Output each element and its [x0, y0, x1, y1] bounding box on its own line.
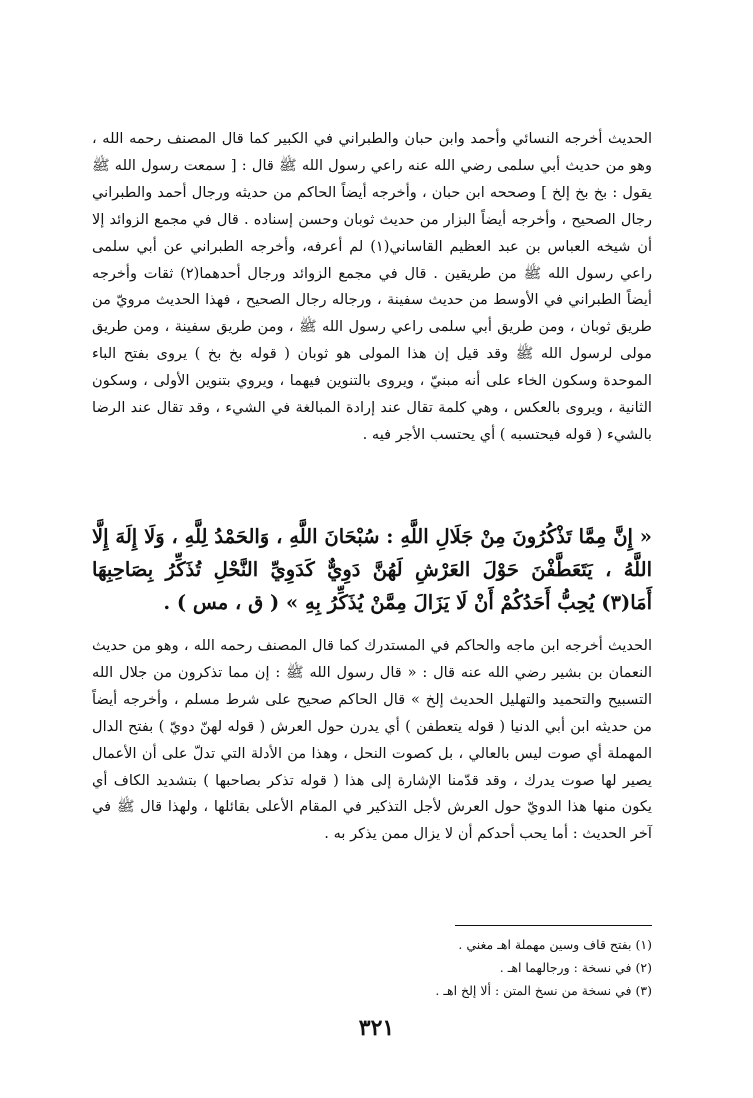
commentary-paragraph-1 — [92, 126, 652, 449]
paragraph-text: الحديث أخرجه النسائي وأحمد وابن حبان والطبراني في الكبير كما قال المصنف رحمه الله ، وهو من حديث أبي سلمى رضي الله عنه راعي رسول الله ﷺ قال : [ سمعت رسول الله ﷺ يقول : بخ بخ إلخ ] وصححه ابن حبان ، وأخرجه أيضاً الحاكم من حديثه ورجال أحمد والطبراني رجال الصحيح ، وأخرجه أيضاً البزار من حديث ثوبان وحسن إسناده . قال في مجمع الزوائد إلا أن شيخه العباس بن عبد العظيم القاساني(١) لم أعرفه، وأخرجه الطبراني عن أبي سلمى راعي رسول الله ﷺ من طريقين . قال في مجمع الزوائد ورجال أحدهما(٢) ثقات وأخرجه أيضاً الطبراني في الأوسط من حديث سفينة ، ورجاله رجال الصحيح ، فهذا الحديث مرويّ من طريق ثوبان ، ومن طريق أبي سلمى راعي رسول الله ﷺ ، ومن طريق سفينة ، ومن طريق مولى لرسول الله ﷺ وقد قيل إن هذا المولى هو ثوبان ( قوله بخ بخ ) يروى بفتح الباء الموحدة وسكون الخاء على أنه مبنيّ ، ويروى بالتنوين فيهما ، ويروي بتنوين الأولى ، وسكون الثانية ، ويروى بالعكس ، وهي كلمة تقال عند إرادة المبالغة في الشيء ، وقد تقال عند الرضا بالشيء ( قوله فيحتسبه ) أي يحتسب الأجر فيه . — [92, 130, 653, 443]
commentary-paragraph-2 — [92, 633, 652, 848]
footnote-divider — [455, 925, 652, 926]
hadith-text-block — [92, 520, 652, 619]
page-number: ٣٢١ — [358, 1015, 395, 1041]
footnote-3: (٣) في نسخة من نسخ المتن : ألا إلخ اهـ . — [435, 983, 652, 998]
footnote-1: (١) بفتح قاف وسين مهملة اهـ مغني . — [458, 937, 652, 952]
footnote-2: (٢) في نسخة : ورجالهما اهـ . — [499, 960, 652, 975]
footnotes-list — [300, 933, 652, 1002]
hadith-text: « إِنَّ مِمَّا تَذْكُرُونَ مِنْ جَلَالِ اللَّهِ : سُبْحَانَ اللَّهِ ، وَالحَمْدُ لِلَّهِ ، وَلَا إِلَهَ إِلَّا اللَّهُ ، يَتَعَطَّفْنَ حَوْلَ العَرْشِ لَهُنَّ دَوِيٌّ كَدَوِيِّ النَّحْلِ تُذَكِّرُ بِصَاحِبِهَا أَمَا(٣) يُحِبُّ أَحَدُكُمْ أَنْ لَا يَزَالَ مِمَّنْ يُذَكِّرُ بِهِ » ( ق ، مس ) . — [92, 525, 652, 614]
paragraph-text: الحديث أخرجه ابن ماجه والحاكم في المستدرك كما قال المصنف رحمه الله ، وهو من حديث النعمان بن بشير رضي الله عنه قال : « قال رسول الله ﷺ : إن مما تذكرون من جلال الله التسبيح والتحميد والتهليل الحديث إلخ » قال الحاكم صحيح على شرط مسلم ، وأخرجه أيضاً من حديثه ابن أبي الدنيا ( قوله يتعطفن ) أي يدرن حول العرش ( قوله لهنّ دويّ ) بفتح الدال المهملة أي صوت ليس بالعالي ، بل كصوت النحل ، وهذا من الأدلة التي تدلّ على أن الأعمال يصير لها صوت يدرك ، وقد قدّمنا الإشارة إلى هذا ( قوله تذكر بصاحبها ) بتشديد الكاف أي يكون منها هذا الدويّ حول العرش لأجل التذكير في المقام الأعلى بقائلها ، ولهذا قال ﷺ في آخر الحديث : أما يحب أحدكم أن لا يزال ممن يذكر به . — [92, 637, 652, 843]
